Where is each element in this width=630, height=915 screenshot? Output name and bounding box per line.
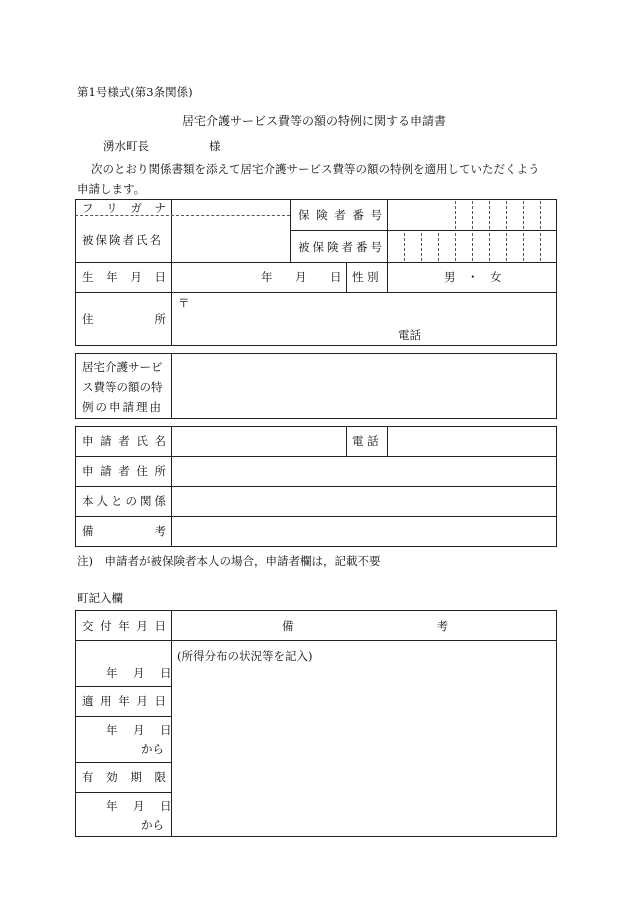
valid-period-ymd: 年 月 日 — [106, 799, 174, 813]
apply-from-label: から — [141, 742, 164, 756]
valid-from-label: から — [141, 818, 164, 832]
addressee-suffix: 様 — [209, 139, 221, 153]
address-label: 住 所 — [82, 312, 166, 326]
sex-options: 男 ・ 女 — [444, 270, 502, 284]
insured-name-label: 被保険者氏名 — [82, 233, 163, 247]
apply-date-label: 適 用 年 月 日 — [82, 694, 166, 708]
intro-text-line1: 次のとおり関係書類を添えて居宅介護サービス費等の額の特例を適用していただくよう — [91, 162, 540, 176]
apply-date-ymd: 年 月 日 — [106, 723, 174, 737]
birthdate-month: 月 — [295, 270, 307, 284]
intro-text-line2: 申請します。 — [77, 182, 146, 196]
reason-label-line1: 居宅介護サービ — [82, 360, 163, 374]
form-title: 居宅介護サービス費等の額の特例に関する申請書 — [182, 114, 447, 128]
issue-date-label: 交 付 年 月 日 — [82, 619, 166, 633]
furigana-label: フ リ ガ ナ — [82, 201, 166, 215]
insured-number-label: 被 保 険 者 番 号 — [298, 240, 382, 254]
phone-label: 電話 — [398, 328, 421, 342]
town-remarks-header: 備 考 — [282, 619, 448, 633]
reason-label-line2: ス費等の額の特 — [82, 380, 163, 394]
issue-date-ymd: 年 月 日 — [106, 666, 174, 680]
valid-period-label: 有 効 期 限 — [82, 770, 166, 784]
remarks-hint: (所得分布の状況等を記入) — [177, 649, 313, 663]
form-number: 第1号様式(第3条関係) — [77, 85, 193, 99]
relation-label: 本 人 と の 関 係 — [82, 494, 166, 508]
birthdate-year: 年 — [261, 270, 273, 284]
note: 注) 申請者が被保険者本人の場合，申請者欄は，記載不要 — [77, 554, 381, 568]
requester-name-label: 申 請 者 氏 名 — [82, 434, 166, 448]
postal-mark: 〒 — [178, 296, 190, 310]
addressee: 湧水町長 — [103, 139, 149, 153]
town-section-heading: 町記入欄 — [77, 591, 123, 605]
birthdate-label: 生 年 月 日 — [82, 270, 166, 284]
sex-label: 性 別 — [352, 270, 379, 284]
requester-remarks-label: 備 考 — [82, 524, 166, 538]
birthdate-day: 日 — [330, 270, 342, 284]
requester-phone-label: 電 話 — [352, 434, 379, 448]
requester-address-label: 申 請 者 住 所 — [82, 464, 166, 478]
reason-label-line3: 例の申請理由 — [82, 400, 163, 414]
insurer-number-label: 保 険 者 番 号 — [298, 208, 382, 222]
